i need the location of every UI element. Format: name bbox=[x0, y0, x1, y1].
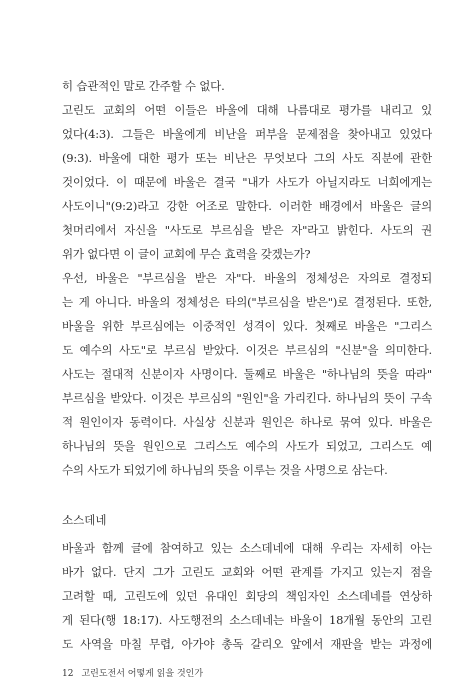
body-line-7: 첫머리에서 자신을 "사도로 부르심을 받은 자"라고 밝힌다. 사도의 권 bbox=[62, 223, 432, 237]
body-line-12: 도 예수의 사도"로 부르심 받았다. 이것은 부르심의 "신분"을 의미한다. bbox=[62, 343, 432, 357]
body-line-5: 것이었다. 이 때문에 바울은 결국 "내가 사도가 아닐지라도 너희에게는 bbox=[62, 175, 432, 189]
body-line-8: 위가 없다면 이 글이 교회에 무슨 효력을 갖겠는가? bbox=[62, 247, 311, 261]
body-line-6: 사도이니"(9:2)라고 강한 어조로 말한다. 이러한 배경에서 바울은 글의 bbox=[62, 199, 432, 213]
section-line-2: 바가 없다. 단지 그가 고린도 교회와 어떤 관계를 가지고 있는지 점을 bbox=[62, 565, 432, 579]
page-number: 12 bbox=[62, 669, 74, 679]
body-line-17: 수의 사도가 되었기에 하나님의 뜻을 이루는 것을 사명으로 삼는다. bbox=[62, 463, 388, 477]
body-line-14: 부르심을 받았다. 이것은 부르심의 "원인"을 가리킨다. 하나님의 뜻이 구속 bbox=[62, 391, 432, 405]
body-line-13: 사도는 절대적 신분이자 사명이다. 둘째로 바울은 "하나님의 뜻을 따라" bbox=[62, 367, 432, 381]
body-line-2: 고린도 교회의 어떤 이들은 바울에 대해 나름대로 평가를 내리고 있 bbox=[62, 103, 432, 117]
body-line-1: 히 습관적인 말로 간주할 수 없다. bbox=[62, 79, 225, 93]
body-line-15: 적 원인이자 동력이다. 사실상 신분과 원인은 하나로 묶여 있다. 바울은 bbox=[62, 415, 432, 429]
section-heading: 소스데네 bbox=[62, 513, 107, 527]
section-line-4: 게 된다(행 18:17). 사도행전의 소스데네는 바울이 18개월 동안의 고린 bbox=[62, 613, 432, 627]
section-line-5: 도 사역을 마칠 무렵, 아가야 총독 갈리오 앞에서 재판을 받는 과정에 bbox=[62, 637, 432, 651]
body-line-9: 우선, 바울은 "부르심을 받은 자"다. 바울의 정체성은 자의로 결정되 bbox=[62, 271, 432, 285]
section-line-3: 고려할 때, 고린도에 있던 유대인 회당의 책임자인 소스데네를 연상하 bbox=[62, 589, 432, 603]
body-line-10: 는 게 아니다. 바울의 정체성은 타의("부르심을 받은")로 결정된다. 또한, bbox=[62, 295, 432, 309]
body-line-11: 바울을 위한 부르심에는 이중적인 성격이 있다. 첫째로 바울은 "그리스 bbox=[62, 319, 432, 333]
section-line-1: 바울과 함께 글에 참여하고 있는 소스데네에 대해 우리는 자세히 아는 bbox=[62, 541, 432, 555]
body-line-16: 하나님의 뜻을 원인으로 그리스도 예수의 사도가 되었고, 그리스도 예 bbox=[62, 439, 432, 453]
body-line-3: 었다(4:3). 그들은 바울에게 비난을 퍼부을 문제점을 찾아내고 있었다 bbox=[62, 127, 432, 141]
body-line-4: (9:3). 바울에 대한 평가 또는 비난은 무엇보다 그의 사도 직분에 관한 bbox=[62, 151, 432, 165]
page-footer bbox=[62, 666, 203, 679]
running-title: 고린도전서 어떻게 읽을 것인가 bbox=[81, 669, 204, 679]
